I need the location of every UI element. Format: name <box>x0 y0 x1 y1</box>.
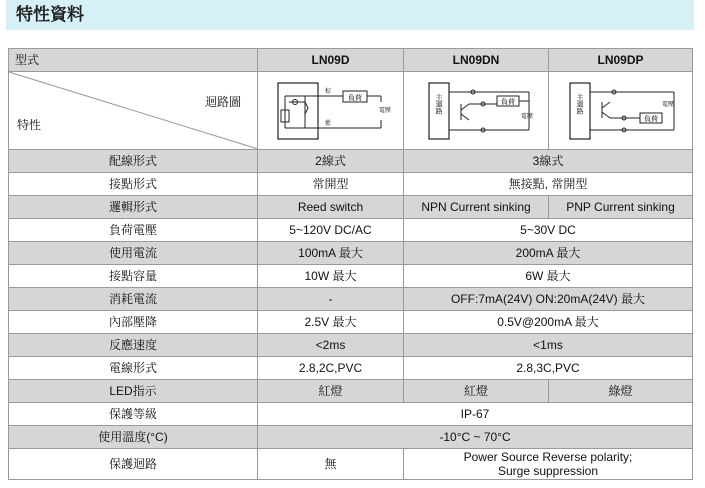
section-header <box>6 0 694 30</box>
pnp-circuit-icon <box>556 80 686 142</box>
svg-text:藍: 藍 <box>324 119 331 127</box>
table-row <box>9 173 693 196</box>
cell-d: 無 <box>258 449 404 480</box>
cell-dn-dp: 2.8,3C,PVC <box>404 357 693 380</box>
row-label: 接點形式 <box>9 173 258 196</box>
table-row <box>9 380 693 403</box>
cell-dn-dp: <1ms <box>404 334 693 357</box>
svg-text:電壓: 電壓 <box>378 106 391 114</box>
row-label: 內部壓降 <box>9 311 258 334</box>
cell-dn-dp: 0.5V@200mA 最大 <box>404 311 693 334</box>
row-label: 邏輯形式 <box>9 196 258 219</box>
cell-d: 紅燈 <box>258 380 404 403</box>
table-row <box>9 219 693 242</box>
cell-dn-dp: 5~30V DC <box>404 219 693 242</box>
cell-d: 100mA 最大 <box>258 242 404 265</box>
model-header-row <box>9 49 693 72</box>
row-label: 負荷電壓 <box>9 219 258 242</box>
protection-line-2: Surge suppression <box>497 464 599 478</box>
cell-dn-dp: 6W 最大 <box>404 265 693 288</box>
model-ln09dp: LN09DP <box>549 49 693 72</box>
table-row <box>9 449 693 480</box>
cell-dp: 綠燈 <box>549 380 693 403</box>
circuit-ln09d <box>258 72 404 150</box>
row-label: 配線形式 <box>9 150 258 173</box>
reed-switch-circuit-icon <box>275 80 391 142</box>
cell-d: 2線式 <box>258 150 404 173</box>
table-row <box>9 357 693 380</box>
diagonal-header-cell <box>9 72 258 150</box>
row-label: 保護迴路 <box>9 449 258 480</box>
characteristic-label: 特性 <box>17 118 42 132</box>
row-label: 使用溫度(°C) <box>9 426 258 449</box>
table-row <box>9 150 693 173</box>
type-label: 型式 <box>9 49 258 72</box>
row-label: 接點容量 <box>9 265 258 288</box>
cell-all: -10°C ~ 70°C <box>258 426 693 449</box>
cell-dn: NPN Current sinking <box>404 196 549 219</box>
diagonal-line <box>9 72 258 149</box>
table-row <box>9 288 693 311</box>
protection-line-1: Power Source Reverse polarity; <box>463 450 633 464</box>
cell-dn-dp: 200mA 最大 <box>404 242 693 265</box>
svg-text:電壓: 電壓 <box>661 100 674 108</box>
cell-d: 常開型 <box>258 173 404 196</box>
cell-d: 10W 最大 <box>258 265 404 288</box>
cell-d: Reed switch <box>258 196 404 219</box>
row-label: 消耗電流 <box>9 288 258 311</box>
svg-text:主迴路: 主迴路 <box>575 93 584 114</box>
svg-text:棕: 棕 <box>324 87 331 95</box>
cell-dn-dp: 3線式 <box>404 150 693 173</box>
svg-text:負荷: 負荷 <box>643 114 658 123</box>
cell-d: - <box>258 288 404 311</box>
table-row <box>9 242 693 265</box>
table-row <box>9 426 693 449</box>
table-row <box>9 196 693 219</box>
table-row <box>9 403 693 426</box>
circuit-ln09dp <box>549 72 693 150</box>
cell-d: <2ms <box>258 334 404 357</box>
row-label: 電線形式 <box>9 357 258 380</box>
svg-text:負荷: 負荷 <box>501 97 515 106</box>
spec-table <box>8 48 693 480</box>
cell-dn-dp: OFF:7mA(24V) ON:20mA(24V) 最大 <box>404 288 693 311</box>
row-label: LED指示 <box>9 380 258 403</box>
cell-dn: 紅燈 <box>404 380 549 403</box>
table-row <box>9 311 693 334</box>
cell-d: 2.5V 最大 <box>258 311 404 334</box>
npn-circuit-icon <box>411 80 541 142</box>
model-ln09d: LN09D <box>258 49 404 72</box>
cell-dp: PNP Current sinking <box>549 196 693 219</box>
svg-text:主迴路: 主迴路 <box>435 93 443 114</box>
row-label: 反應速度 <box>9 334 258 357</box>
table-row <box>9 265 693 288</box>
cell-all: IP-67 <box>258 403 693 426</box>
section-title: 特性資料 <box>16 5 84 25</box>
cell-d: 5~120V DC/AC <box>258 219 404 242</box>
cell-dn-dp: 無接點, 常開型 <box>404 173 693 196</box>
svg-text:負荷: 負荷 <box>347 93 362 102</box>
cell-d: 2.8,2C,PVC <box>258 357 404 380</box>
cell-dn-dp <box>404 449 693 480</box>
table-row <box>9 334 693 357</box>
circuit-diagram-row <box>9 72 693 150</box>
circuit-ln09dn <box>404 72 549 150</box>
circuit-label: 迴路圖 <box>204 95 241 109</box>
row-label: 保護等級 <box>9 403 258 426</box>
model-ln09dn: LN09DN <box>404 49 549 72</box>
svg-text:電壓: 電壓 <box>521 112 534 120</box>
row-label: 使用電流 <box>9 242 258 265</box>
